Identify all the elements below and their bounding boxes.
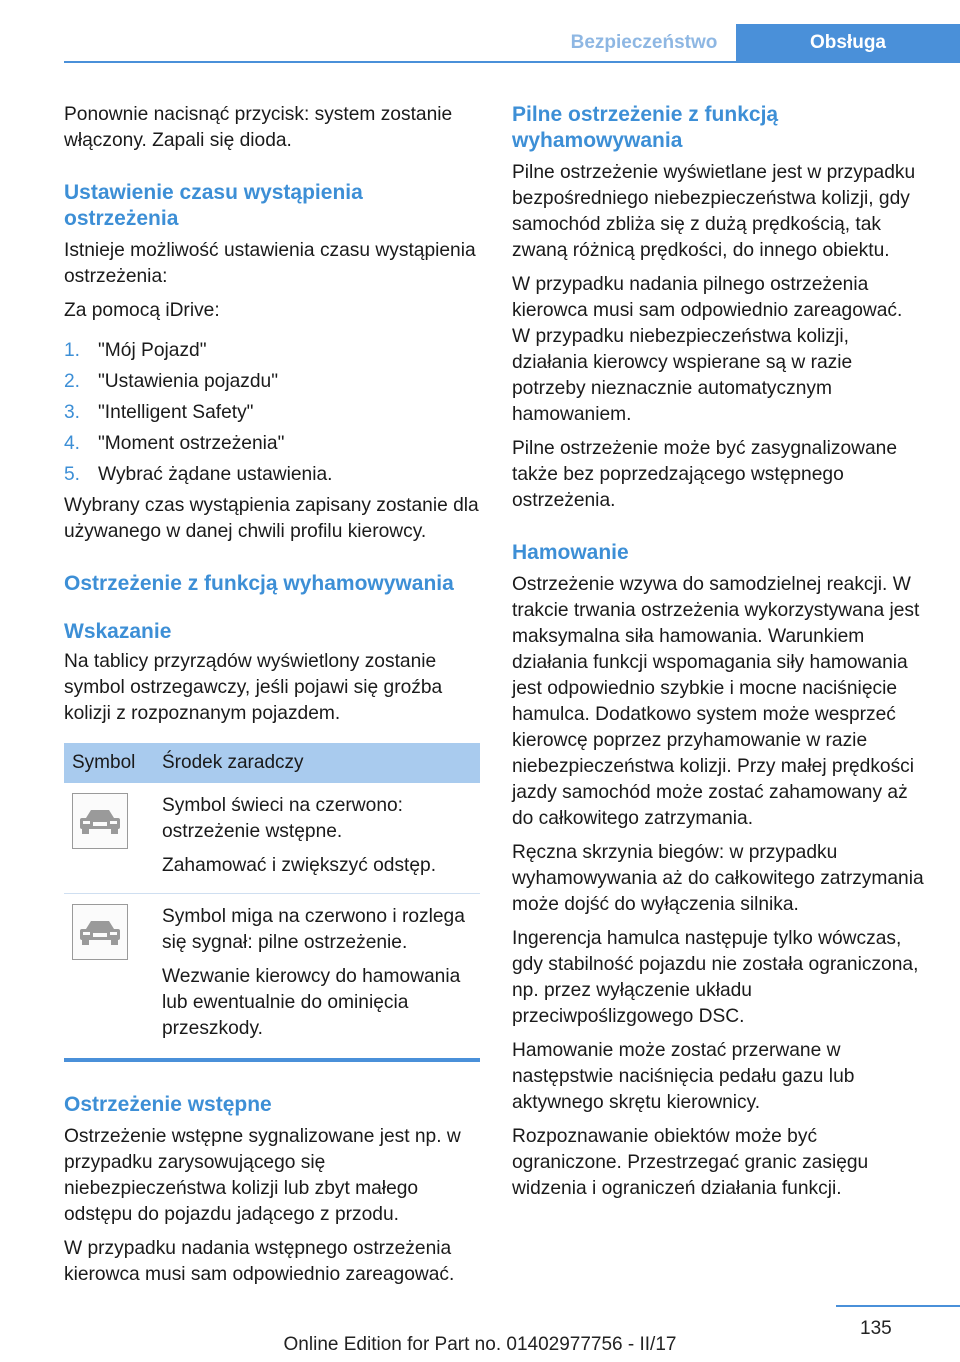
heading-pre-warning: Ostrzeżenie wstępne: [64, 1093, 272, 1116]
intro-paragraph: Ponownie nacisnąć przycisk: system zostanie włączony. Zapali się dioda.: [64, 104, 453, 151]
pre-warning-paragraph: Ostrzeżenie wstępne sygnalizowane jest np. w przypadku zarysowującego się niebezpieczeństwa kolizji lub zbyt małego odstępu do pojazdu jadącego z przodu.: [64, 1126, 461, 1225]
manual-gearbox-paragraph: Ręczna skrzynia biegów: w przypadku wyhamowywania aż do całkowitego zatrzymania może dojść do wyłączenia silnika.: [512, 842, 924, 915]
step-number: 1.: [64, 340, 81, 361]
heading-braking: Hamowanie: [512, 541, 629, 564]
list-item: [64, 338, 480, 364]
edition-footer: Online Edition for Part no. 01402977756 - II/17: [283, 1334, 677, 1355]
symbol-cell: [64, 894, 154, 1057]
remedy-text: Zahamować i zwiększyć odstęp.: [162, 855, 437, 876]
indication-paragraph: Na tablicy przyrządów wyświetlony zostanie symbol ostrzegawczy, jeśli pojawi się groźba kolizji z rozpoznanym pojazdem.: [64, 651, 443, 724]
step-number: 4.: [64, 433, 81, 454]
urgent-no-prewarning-paragraph: Pilne ostrzeżenie może być zasygnalizowane także bez poprzedzającego wstępnego ostrzeżenia.: [512, 438, 898, 511]
heading-braking-warning: Ostrzeżenie z funkcją wyhamowywania: [64, 572, 454, 595]
table-header-symbol: Symbol: [64, 743, 154, 783]
remedy-text: Symbol miga na czerwono i rozlega się sygnał: pilne ostrzeżenie.: [162, 906, 465, 953]
heading-indication: Wskazanie: [64, 620, 172, 643]
remedy-text: Wezwanie kierowcy do hamowania lub ewentualnie do ominięcia przeszkody.: [162, 966, 461, 1039]
list-item: [64, 400, 480, 426]
symbol-table: [64, 743, 480, 1056]
table-row: [64, 894, 480, 1057]
idrive-paragraph: Za pomocą iDrive:: [64, 300, 220, 321]
step-text: Wybrać żądane ustawienia.: [98, 464, 333, 485]
timing-paragraph: Istnieje możliwość ustawienia czasu wystąpienia ostrzeżenia:: [64, 240, 476, 287]
braking-interrupt-paragraph: Hamowanie może zostać przerwane w następstwie naciśnięcia pedału gazu lub aktywnego skrętu kierownicy.: [512, 1040, 855, 1113]
urgent-paragraph: Pilne ostrzeżenie wyświetlane jest w przypadku bezpośredniego niebezpieczeństwa kolizji, gdy samochód zbliża się z dużą prędkością, tak zwaną różnicą prędkości, do innego obiektu.: [512, 162, 916, 261]
list-item: [64, 369, 480, 395]
left-column: [64, 102, 480, 1296]
heading-urgent-warning: Pilne ostrzeżenie z funkcją wyhamowywania: [512, 103, 779, 152]
list-item: [64, 431, 480, 457]
object-detection-paragraph: Rozpoznawanie obiektów może być ograniczone. Przestrzegać granic zasięgu widzenia i ograniczeń działania funkcji.: [512, 1126, 869, 1199]
symbol-cell: [64, 783, 154, 894]
step-number: 2.: [64, 371, 81, 392]
header-divider: [64, 61, 960, 63]
page-number: 135: [860, 1318, 892, 1339]
remedy-cell: [154, 894, 480, 1057]
idrive-steps-list: [64, 338, 480, 488]
braking-paragraph: Ostrzeżenie wzywa do samodzielnej reakcji. W trakcie trwania ostrzeżenia wykorzystywana jest maksymalna siła hamowania. Warunkiem działania funkcji wspomagania siły hamowania jest odpowiednio szybkie i mocne naciśnięcie hamulca. Dodatkowo system może wesprzeć kierowcę poprzez przyhamowanie w razie niebezpieczeństwa kolizji. Przy małej prędkości jazdy samochód może zostać zahamowany aż do całkowitego zatrzymania.: [512, 574, 920, 829]
brake-intervention-paragraph: Ingerencja hamulca następuje tylko wówczas, gdy stabilność pojazdu nie została ograniczona, np. przez wyłączenie układu przeciwpoślizgowego DSC.: [512, 928, 919, 1027]
urgent-reaction-paragraph: W przypadku nadania pilnego ostrzeżenia kierowca musi sam odpowiednio zareagować. W przypadku niebezpieczeństwa kolizji, działania kierowcy wspierane są w razie potrzeby nieznacznie automatycznym hamowaniem.: [512, 274, 903, 425]
header-chapter-tab: Obsługa: [736, 24, 960, 61]
timing-saved-paragraph: Wybrany czas wystąpienia zapisany zostanie dla używanego w danej chwili profilu kierowcy.: [64, 495, 479, 542]
remedy-cell: [154, 783, 480, 894]
table-header-row: [64, 743, 480, 783]
car-warning-icon: [72, 793, 128, 849]
right-column: [512, 102, 924, 1210]
table-end-rule: [64, 1058, 480, 1062]
step-text: "Intelligent Safety": [98, 402, 254, 423]
step-text: "Moment ostrzeżenia": [98, 433, 285, 454]
remedy-text: Symbol świeci na czerwono: ostrzeżenie wstępne.: [162, 795, 404, 842]
step-text: "Mój Pojazd": [98, 340, 207, 361]
table-header-remedy: Środek zaradczy: [154, 743, 480, 783]
pre-warning-reaction-paragraph: W przypadku nadania wstępnego ostrzeżenia kierowca musi sam odpowiednio zareagować.: [64, 1238, 455, 1285]
header-section-tab: Bezpieczeństwo: [570, 31, 718, 53]
table-row: [64, 783, 480, 894]
step-text: "Ustawienia pojazdu": [98, 371, 279, 392]
heading-warning-timing: Ustawienie czasu wystąpienia ostrzeżenia: [64, 181, 363, 230]
footer-divider: [836, 1305, 960, 1307]
list-item: [64, 462, 480, 488]
step-number: 3.: [64, 402, 81, 423]
step-number: 5.: [64, 464, 81, 485]
car-warning-icon: [72, 904, 128, 960]
